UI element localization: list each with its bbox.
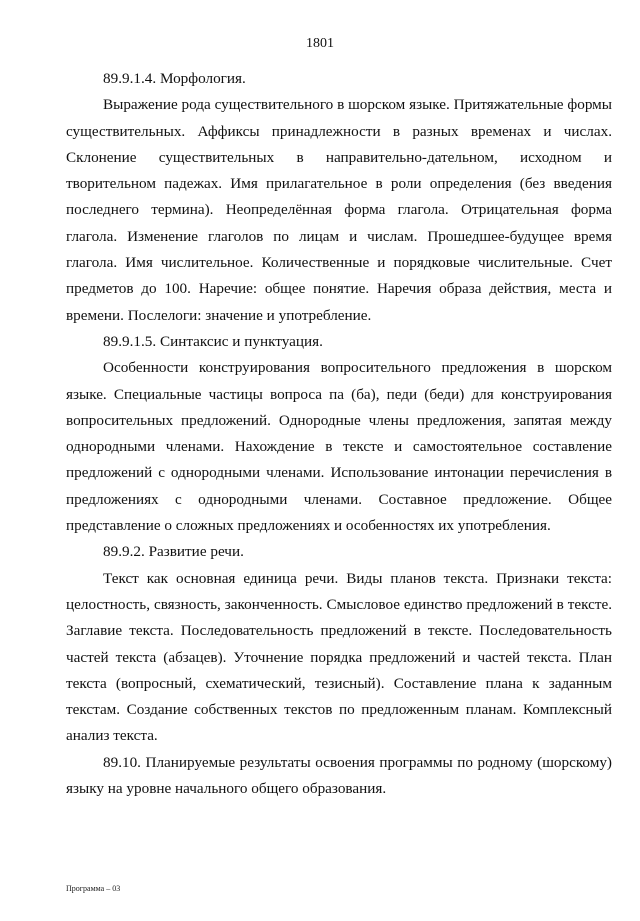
page-number: 1801 [306,36,334,51]
section-paragraph-morphology: Выражение рода существительного в шорском языке. Притяжательные формы существительных. Аффиксы принадлежности в разных временах и числах. Склонение существительных в направительно-дательном, исходном и творительном падежах. Имя прилагательное в роли определения (без введения последнего термина). Неопределённая форма глагола. Отрицательная форма глагола. Изменение глаголов по лицам и числам. Прошедшее-будущее время глагола. Имя числительное. Количественные и порядковые числительные. Счет предметов до 100. Наречие: общее понятие. Наречия образа действия, места и времени. Послелоги: значение и употребление. [66,96,612,324]
footer-label: Программа – 03 [66,884,121,893]
section-paragraph-syntax: Особенности конструирования вопросительного предложения в шорском языке. Специальные частицы вопроса па (ба), педи (беди) для конструирования вопросительных предложений. Однородные члены предложения, запятая между однородными членами. Нахождение в тексте и самостоятельное составление предложений с однородными членами. Использование интонации перечисления в предложениях с однородными членами. Составное предложение. Общее представление о сложных предложениях и особенностях их употребления. [66,359,612,535]
section-heading-morphology: 89.9.1.4. Морфология. [103,70,246,87]
section-heading-syntax: 89.9.1.5. Синтаксис и пунктуация. [103,332,323,350]
section-paragraph-speech: Текст как основная единица речи. Виды планов текста. Признаки текста: целостность, связность, законченность. Смысловое единство предложений в тексте. Заглавие текста. Последовательность предложений в тексте. Последовательность частей текста (абзацев). Уточнение порядка предложений и частей текста. План текста (вопросный, схематический, тезисный). Составление плана к заданным текстам. Создание собственных текстов по предложенным планам. Комплексный анализ текста. [66,569,612,745]
document-body [66,66,612,802]
section-heading-speech: 89.9.2. Развитие речи. [103,543,244,561]
final-paragraph: 89.10. Планируемые результаты освоения программы по родному (шорскому) языку на уровне начального общего образования. [66,753,612,798]
